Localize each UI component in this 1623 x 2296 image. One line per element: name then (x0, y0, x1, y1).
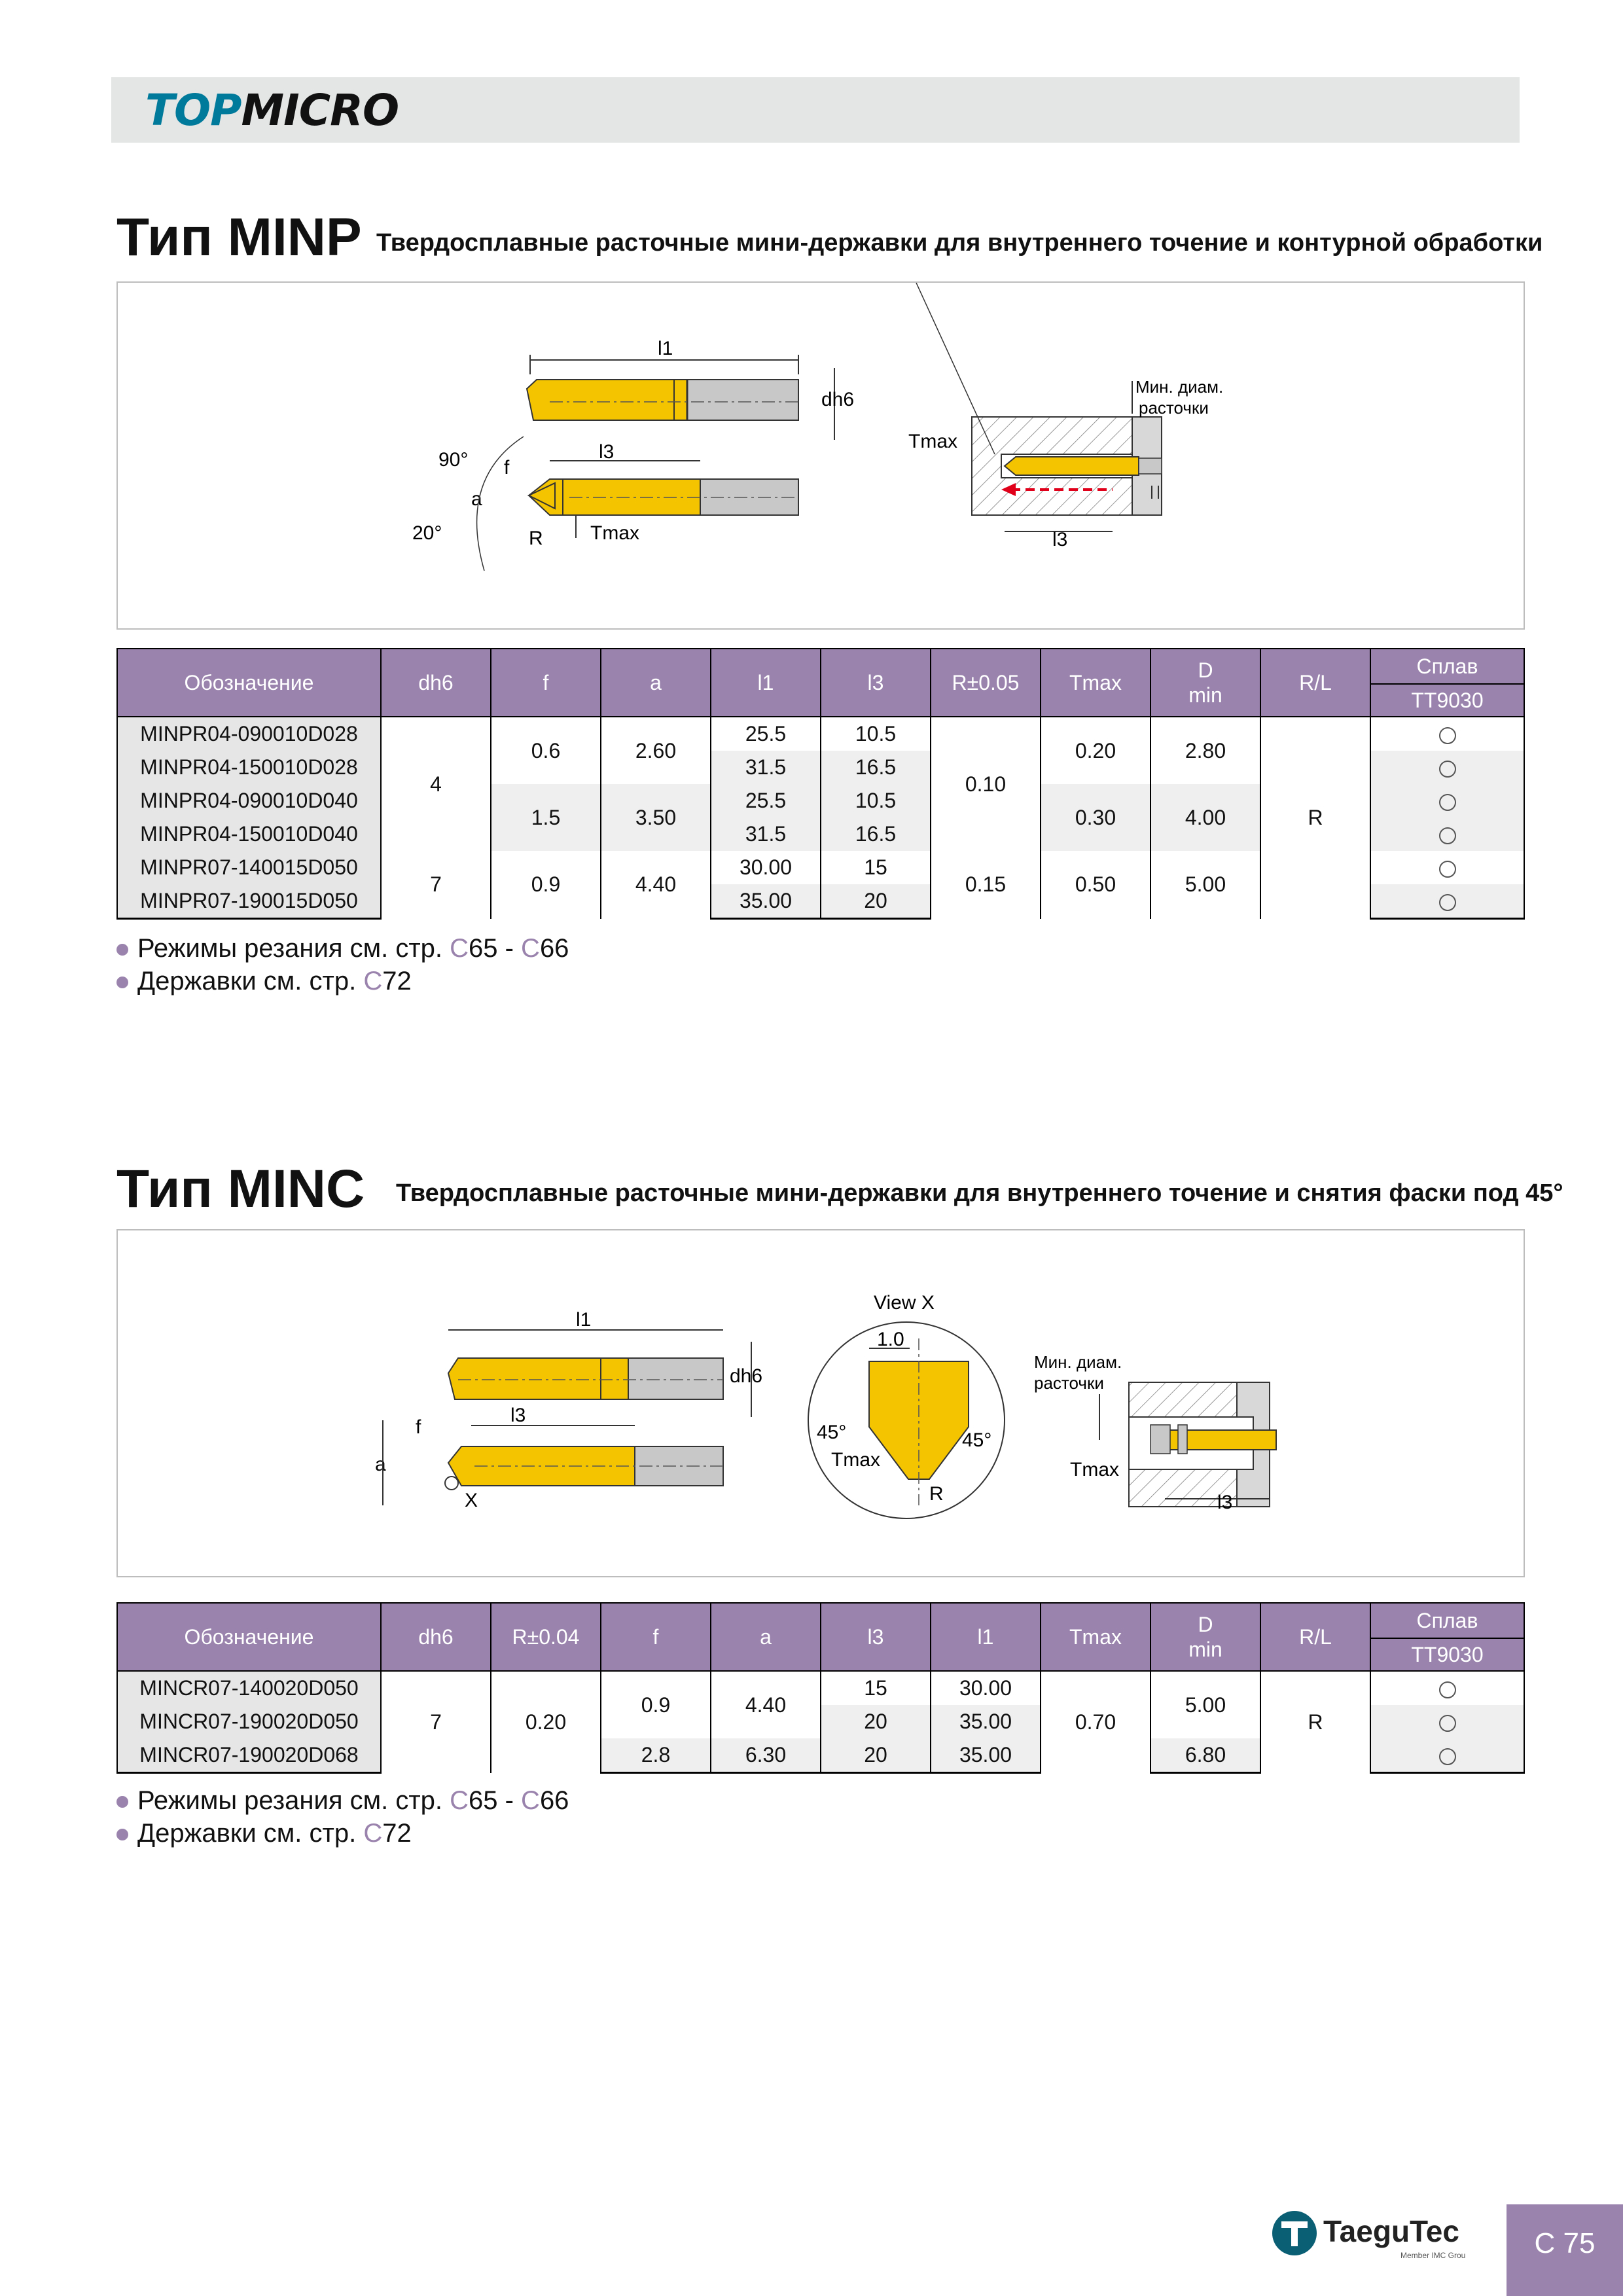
col-rl: R/L (1260, 1603, 1370, 1671)
availability-icon (1439, 1681, 1456, 1698)
minc-l3-label: l3 (510, 1405, 526, 1426)
minc-sec-l3-label: l3 (1217, 1492, 1233, 1513)
table-row: MINPR04-150010D040 (117, 817, 381, 851)
col-a: a (711, 1603, 821, 1671)
col-dh6: dh6 (381, 1603, 491, 1671)
minp-spec-table: Обозначение dh6 f a l1 l3 R±0.05 Tmax D min R/L Сплав TT9030 MINPR04-090010D028 4 0.6 2.60 25.5 10.5 0.10 0.20 2.80 R MINPR04-150010D028 31.5 16.5 MINPR04-090010D040 1.5 3.50 25.5 10.5 0.30 4.00 MINPR04-150010D040 31.5 16.5 MINPR07-140015D050 7 0.9 4.40 30.00 15 0.15 0.50 5.00 MINPR07-190015D050 35.00 20 (116, 648, 1525, 920)
col-l3: l3 (821, 1603, 931, 1671)
minc-viewx-label: View X (874, 1292, 935, 1314)
col-l1: l1 (931, 1603, 1041, 1671)
col-dmin: D min (1150, 649, 1260, 717)
col-code: Обозначение (117, 649, 381, 717)
table-row: MINPR07-140015D050 (117, 851, 381, 884)
note-holders: Державки см. стр. C72 (116, 1817, 569, 1850)
svg-text:TaeguTec: TaeguTec (1323, 2214, 1459, 2248)
table-row: MINPR04-090010D040 (117, 784, 381, 817)
col-radius: R±0.04 (491, 1603, 601, 1671)
minp-f-label: f (504, 457, 510, 478)
table-row: MINPR04-150010D028 (117, 751, 381, 784)
minp-90-label: 90° (438, 449, 469, 471)
minp-mindiam-2: расточки (1139, 398, 1209, 418)
col-f: f (601, 1603, 711, 1671)
availability-icon (1439, 827, 1456, 844)
minc-sec-tmax-label: Tmax (1070, 1459, 1119, 1480)
minc-spec-table: Обозначение dh6 R±0.04 f a l3 l1 Tmax D min R/L Сплав TT9030 MINCR07-140020D050 7 0.20 0.9 4.40 15 30.00 0.70 5.00 R MINCR07-190020D050 20 35.00 MINCR07-190020D068 2.8 6.30 20 35.00 6.80 (116, 1602, 1525, 1774)
minp-sec-l3-label: l3 (1052, 529, 1068, 550)
minp-subtitle: Твердосплавные расточные мини-державки для внутреннего точение и контурной обработки (376, 229, 1543, 257)
page-number: C 75 (1507, 2204, 1623, 2296)
availability-icon (1439, 727, 1456, 744)
availability-icon (1439, 1748, 1456, 1765)
col-alloy: Сплав (1370, 1603, 1524, 1638)
minp-sec-tmax-label: Tmax (908, 431, 957, 452)
availability-icon (1439, 1715, 1456, 1732)
minp-mindiam-1: Мин. диам. (1135, 377, 1224, 397)
minc-mindiam-1: Мин. диам. (1034, 1352, 1122, 1372)
minc-notes (116, 1784, 569, 1850)
note-cutting: Режимы резания см. стр. C65 - C66 (116, 932, 569, 965)
col-alloy: Сплав (1370, 649, 1524, 684)
minc-subtitle: Твердосплавные расточные мини-державки для внутреннего точение и снятия фаски под 45° (396, 1179, 1563, 1207)
col-dmin: D min (1150, 1603, 1260, 1671)
col-radius: R±0.05 (931, 649, 1041, 717)
availability-icon (1439, 761, 1456, 778)
minc-title: Тип MINC (116, 1159, 365, 1219)
minc-x-label: X (465, 1490, 478, 1511)
note-cutting: Режимы резания см. стр. C65 - C66 (116, 1784, 569, 1817)
minp-tmax-label: Tmax (590, 522, 639, 544)
note-holders: Державки см. стр. C72 (116, 965, 569, 997)
minp-notes (116, 932, 569, 997)
col-dh6: dh6 (381, 649, 491, 717)
col-tmax: Tmax (1041, 1603, 1150, 1671)
minp-dh6-label: dh6 (821, 389, 855, 410)
table-row: MINPR07-190015D050 (117, 884, 381, 919)
minc-45-right: 45° (962, 1429, 992, 1451)
minp-20-label: 20° (412, 522, 442, 544)
minp-title: Тип MINP (116, 207, 362, 267)
availability-icon (1439, 794, 1456, 811)
minc-45-left: 45° (817, 1422, 847, 1443)
minp-l3-label: l3 (599, 441, 615, 463)
availability-icon (1439, 894, 1456, 911)
svg-text:Member IMC Group: Member IMC Group (1400, 2251, 1466, 2260)
taegutec-logo (1270, 2206, 1466, 2265)
minc-dh6-label: dh6 (730, 1365, 763, 1387)
minp-r-label: R (529, 528, 543, 549)
minp-l1-label: l1 (658, 338, 673, 359)
minc-l1-label: l1 (576, 1309, 592, 1331)
minp-drawing (116, 281, 1525, 630)
topmicro-logo: TOPMICRO (145, 85, 399, 135)
minp-a-label: a (471, 488, 482, 510)
minc-drawing (116, 1229, 1525, 1577)
minc-r-label: R (929, 1483, 944, 1505)
table-row: MINCR07-190020D068 (117, 1738, 381, 1773)
table-row: MINCR07-140020D050 (117, 1671, 381, 1705)
col-a: a (601, 649, 711, 717)
minc-w-label: 1.0 (877, 1329, 904, 1350)
minc-a-label: a (375, 1454, 386, 1475)
availability-icon (1439, 861, 1456, 878)
col-grade: TT9030 (1370, 1638, 1524, 1671)
minc-mindiam-2: расточки (1034, 1373, 1104, 1393)
col-f: f (491, 649, 601, 717)
table-row: MINCR07-190020D050 (117, 1705, 381, 1738)
col-rl: R/L (1260, 649, 1370, 717)
col-code: Обозначение (117, 1603, 381, 1671)
col-l3: l3 (821, 649, 931, 717)
minc-f-label: f (416, 1416, 421, 1438)
col-grade: TT9030 (1370, 684, 1524, 717)
col-l1: l1 (711, 649, 821, 717)
table-row: MINPR04-090010D028 (117, 717, 381, 751)
header-bar (111, 77, 1520, 143)
col-tmax: Tmax (1041, 649, 1150, 717)
minc-tmax-label: Tmax (831, 1449, 880, 1471)
